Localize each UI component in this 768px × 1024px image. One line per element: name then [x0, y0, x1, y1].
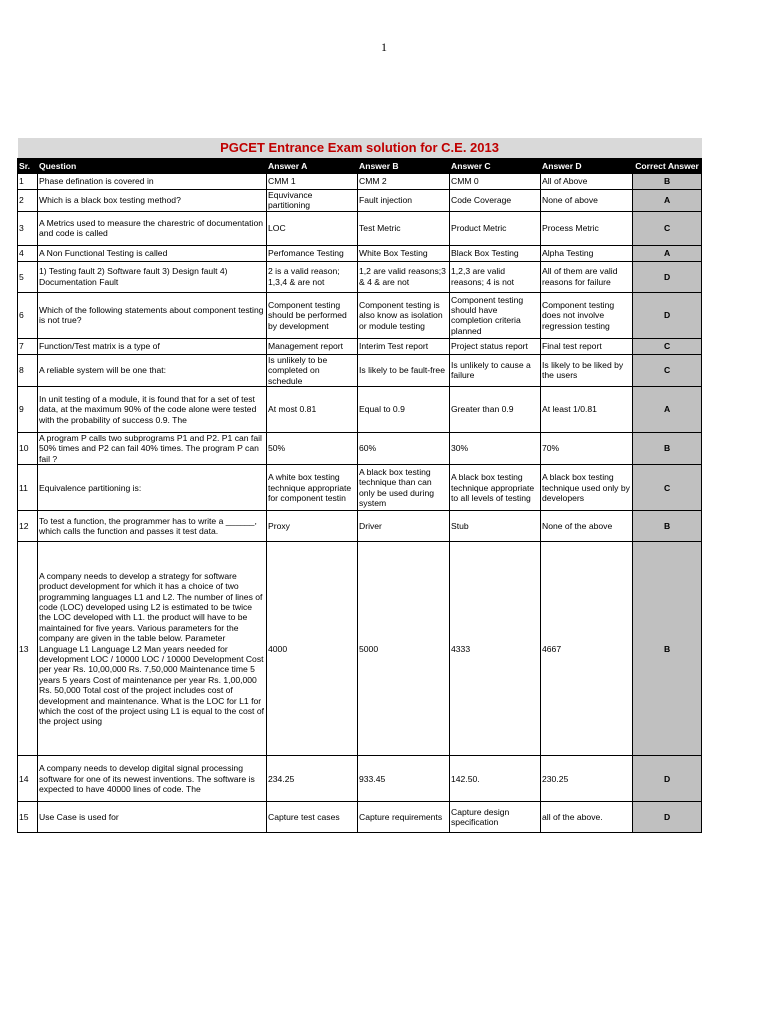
row-number: 1	[18, 174, 38, 190]
header-question: Question	[38, 159, 267, 174]
answer-b: Driver	[358, 511, 450, 542]
answer-d: 70%	[541, 433, 633, 465]
row-number: 6	[18, 292, 38, 338]
row-number: 12	[18, 511, 38, 542]
answer-a: 50%	[267, 433, 358, 465]
correct-answer: B	[633, 174, 702, 190]
row-number: 14	[18, 756, 38, 802]
answer-b: Capture requirements	[358, 802, 450, 833]
row-number: 5	[18, 261, 38, 292]
question-text: To test a function, the programmer has to write a ______, which calls the function and passes it test data.	[38, 511, 267, 542]
answer-a: CMM 1	[267, 174, 358, 190]
answer-a: A white box testing technique appropriate for component testin	[267, 465, 358, 511]
table-row	[18, 292, 702, 338]
table-row	[18, 465, 702, 511]
table-row	[18, 387, 702, 433]
answer-a: Capture test cases	[267, 802, 358, 833]
answer-a: LOC	[267, 211, 358, 245]
answer-d: At least 1/0.81	[541, 387, 633, 433]
table-row	[18, 433, 702, 465]
answer-c: Greater than 0.9	[450, 387, 541, 433]
question-text: Equivalence partitioning is:	[38, 465, 267, 511]
correct-answer: B	[633, 433, 702, 465]
answer-d: All of Above	[541, 174, 633, 190]
answer-c: Is unlikely to cause a failure	[450, 354, 541, 386]
answer-a: 2 is a valid reason; 1,3,4 & are not	[267, 261, 358, 292]
answer-b: 933.45	[358, 756, 450, 802]
answer-a: 4000	[267, 542, 358, 756]
answer-b: Is likely to be fault-free	[358, 354, 450, 386]
answer-d: Final test report	[541, 338, 633, 354]
correct-answer: C	[633, 338, 702, 354]
answer-c: CMM 0	[450, 174, 541, 190]
table-row	[18, 211, 702, 245]
table-row	[18, 174, 702, 190]
correct-answer: C	[633, 354, 702, 386]
question-text: Phase defination is covered in	[38, 174, 267, 190]
correct-answer: A	[633, 245, 702, 261]
header-answer-a: Answer A	[267, 159, 358, 174]
header-answer-c: Answer C	[450, 159, 541, 174]
answer-b: Component testing is also know as isolation or module testing	[358, 292, 450, 338]
answer-b: 60%	[358, 433, 450, 465]
table-row	[18, 245, 702, 261]
answer-a: Management report	[267, 338, 358, 354]
question-text: A program P calls two subprograms P1 and P2. P1 can fail 50% times and P2 can fail 40% times. The program P can fail ?	[38, 433, 267, 465]
answer-c: Product Metric	[450, 211, 541, 245]
answer-b: A black box testing technique than can only be used during system	[358, 465, 450, 511]
table-row	[18, 190, 702, 212]
answer-c: Black Box Testing	[450, 245, 541, 261]
answer-c: 142.50.	[450, 756, 541, 802]
header-answer-b: Answer B	[358, 159, 450, 174]
question-text: A Metrics used to measure the charestric of documentation and code is called	[38, 211, 267, 245]
answer-c: Stub	[450, 511, 541, 542]
correct-answer: D	[633, 292, 702, 338]
answer-c: Component testing should have completion criteria planned	[450, 292, 541, 338]
answer-a: Perfomance Testing	[267, 245, 358, 261]
correct-answer: A	[633, 190, 702, 212]
answer-d: None of the above	[541, 511, 633, 542]
row-number: 2	[18, 190, 38, 212]
answer-c: Project status report	[450, 338, 541, 354]
answer-a: 234.25	[267, 756, 358, 802]
table-row	[18, 802, 702, 833]
answer-a: Equvivance partitioning	[267, 190, 358, 212]
answer-a: At most 0.81	[267, 387, 358, 433]
row-number: 13	[18, 542, 38, 756]
answer-d: None of above	[541, 190, 633, 212]
answer-d: 230.25	[541, 756, 633, 802]
row-number: 8	[18, 354, 38, 386]
answer-d: All of them are valid reasons for failure	[541, 261, 633, 292]
question-text: A company needs to develop digital signal processing software for one of its newest inventions. The software is expected to have 40000 lines of code. The	[38, 756, 267, 802]
answer-b: Interim Test report	[358, 338, 450, 354]
answer-d: Component testing does not involve regression testing	[541, 292, 633, 338]
header-row	[18, 159, 702, 174]
correct-answer: C	[633, 211, 702, 245]
answer-b: CMM 2	[358, 174, 450, 190]
table-row	[18, 261, 702, 292]
answer-b: 5000	[358, 542, 450, 756]
correct-answer: D	[633, 802, 702, 833]
sheet-title: PGCET Entrance Exam solution for C.E. 2013	[18, 138, 702, 159]
answer-c: Code Coverage	[450, 190, 541, 212]
row-number: 3	[18, 211, 38, 245]
answer-c: 30%	[450, 433, 541, 465]
row-number: 11	[18, 465, 38, 511]
answer-sheet	[17, 138, 701, 833]
question-text: A company needs to develop a strategy for software product development for which it has a choice of two programming languages L1 and L2. The number of lines of code (LOC) developed using L2 is estimated to be twice the LOC developed with L1. the product will have to be maintained for five years. Various parameters for the company are given in the table below. Parameter Language L1 Language L2 Man years needed for development LOC / 10000 LOC / 10000 Development Cost per year Rs. 10,00,000 Rs. 7,50,000 Maintenance time 5 years 5 years Cost of maintenance per year Rs. 1,00,000 Rs. 50,000 Total cost of the project includes cost of development and maintenance. What is the LOC for L1 for which the cost of the project using L1 is equal to the cost of the project using	[38, 542, 267, 756]
answer-c: 4333	[450, 542, 541, 756]
answer-d: 4667	[541, 542, 633, 756]
answer-b: Fault injection	[358, 190, 450, 212]
question-text: A Non Functional Testing is called	[38, 245, 267, 261]
answer-c: A black box testing technique appropriate to all levels of testing	[450, 465, 541, 511]
correct-answer: D	[633, 261, 702, 292]
question-text: Which of the following statements about component testing is not true?	[38, 292, 267, 338]
row-number: 9	[18, 387, 38, 433]
row-number: 7	[18, 338, 38, 354]
correct-answer: B	[633, 511, 702, 542]
answer-b: Test Metric	[358, 211, 450, 245]
answer-a: Is unlikely to be completed on schedule	[267, 354, 358, 386]
answer-b: White Box Testing	[358, 245, 450, 261]
header-sr: Sr.	[18, 159, 38, 174]
question-text: Use Case is used for	[38, 802, 267, 833]
question-text: Function/Test matrix is a type of	[38, 338, 267, 354]
question-text: Which is a black box testing method?	[38, 190, 267, 212]
correct-answer: D	[633, 756, 702, 802]
question-text: In unit testing of a module, it is found that for a set of test data, at the maximum 90% of the code alone were tested with the probability of success 0.9. The	[38, 387, 267, 433]
answer-d: Is likely to be liked by the users	[541, 354, 633, 386]
answer-d: Process Metric	[541, 211, 633, 245]
row-number: 10	[18, 433, 38, 465]
answer-a: Proxy	[267, 511, 358, 542]
question-text: 1) Testing fault 2) Software fault 3) Design fault 4) Documentation Fault	[38, 261, 267, 292]
answer-a: Component testing should be performed by development	[267, 292, 358, 338]
answer-d: A black box testing technique used only by developers	[541, 465, 633, 511]
answer-table	[17, 138, 702, 833]
table-row	[18, 511, 702, 542]
answer-b: 1,2 are valid reasons;3 & 4 & are not	[358, 261, 450, 292]
page-number: 1	[381, 40, 387, 54]
table-row	[18, 354, 702, 386]
answer-d: all of the above.	[541, 802, 633, 833]
answer-c: 1,2,3 are valid reasons; 4 is not	[450, 261, 541, 292]
question-text: A reliable system will be one that:	[38, 354, 267, 386]
header-answer-d: Answer D	[541, 159, 633, 174]
correct-answer: B	[633, 542, 702, 756]
table-row	[18, 756, 702, 802]
answer-b: Equal to 0.9	[358, 387, 450, 433]
row-number: 15	[18, 802, 38, 833]
answer-d: Alpha Testing	[541, 245, 633, 261]
table-row	[18, 542, 702, 756]
header-correct-answer: Correct Answer	[633, 159, 702, 174]
table-row	[18, 338, 702, 354]
correct-answer: C	[633, 465, 702, 511]
correct-answer: A	[633, 387, 702, 433]
answer-c: Capture design specification	[450, 802, 541, 833]
row-number: 4	[18, 245, 38, 261]
